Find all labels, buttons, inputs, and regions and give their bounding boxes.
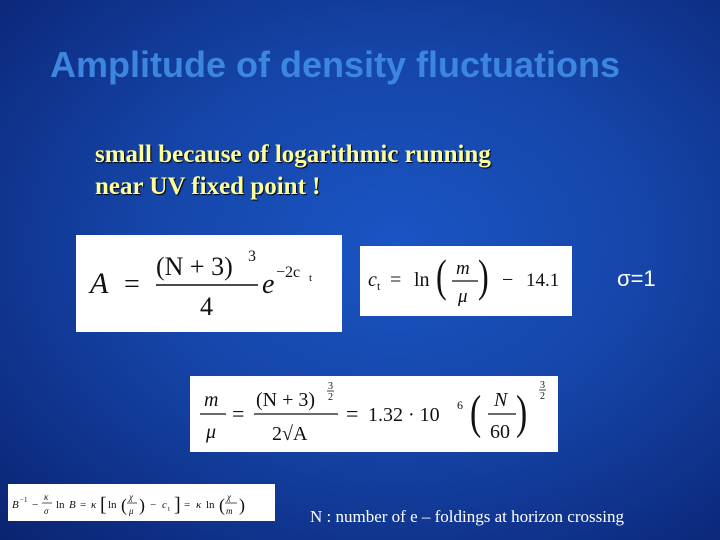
svg-text:[: [ [100, 494, 107, 516]
ct-frac-num: m [456, 258, 470, 279]
svg-text:ln: ln [56, 499, 65, 511]
ratio-coef: 1.32 · 10 [368, 404, 440, 426]
subtitle-line-2: near UV fixed point ! [95, 173, 321, 200]
svg-text:κ: κ [44, 492, 49, 502]
svg-text:χ: χ [227, 492, 231, 502]
svg-text:=: = [346, 401, 359, 426]
svg-text:): ) [478, 250, 489, 302]
ratio-rhs1-den: 2√A [272, 423, 308, 445]
svg-text:=: = [80, 499, 87, 511]
amplitude-numerator-exp: 3 [248, 248, 256, 265]
svg-text:m: m [226, 506, 233, 516]
ratio-lhs-den: μ [206, 421, 217, 443]
svg-text:B: B [69, 499, 76, 511]
amplitude-factor: e [262, 269, 275, 300]
svg-text:B: B [12, 499, 19, 511]
svg-text:(: ( [121, 495, 127, 515]
amplitude-factor-exp-sub: t [309, 272, 313, 284]
ratio-paren-exp-den: 2 [540, 391, 545, 402]
amplitude-denominator: 4 [200, 292, 213, 321]
svg-text:(: ( [219, 495, 225, 515]
svg-text:ln: ln [108, 499, 117, 511]
svg-text:κ: κ [196, 499, 202, 511]
sigma-label: σ=1 [617, 266, 656, 291]
svg-text:): ) [239, 495, 245, 515]
ratio-paren-num: N [494, 389, 508, 411]
amplitude-equation [76, 235, 342, 332]
svg-text:=: = [124, 269, 140, 300]
ct-equation [360, 246, 572, 316]
ct-lhs: c [368, 269, 377, 291]
ct-ln: ln [414, 269, 430, 291]
svg-text:=: = [232, 401, 245, 426]
amplitude-numerator: (N + 3) [156, 252, 233, 281]
ratio-lhs-num: m [204, 389, 219, 411]
svg-text:ln: ln [206, 499, 215, 511]
svg-text:−: − [150, 499, 157, 511]
ratio-paren-den: 60 [490, 421, 510, 443]
ratio-rhs1-num: (N + 3) [256, 389, 316, 411]
svg-text:μ: μ [129, 506, 134, 516]
svg-text:κ: κ [91, 499, 97, 511]
ratio-rhs1-exp-num: 3 [328, 381, 333, 392]
svg-text:=: = [184, 499, 191, 511]
svg-text:): ) [516, 385, 528, 439]
svg-text:−: − [32, 499, 39, 511]
svg-text:σ: σ [44, 506, 49, 516]
svg-text:): ) [139, 495, 145, 515]
amplitude-factor-exp: −2c [276, 264, 301, 281]
svg-text:χ: χ [129, 492, 133, 502]
ratio-rhs1-exp-den: 2 [328, 392, 333, 403]
svg-text:(: ( [436, 250, 447, 302]
ratio-paren-exp-num: 3 [540, 380, 545, 391]
note-text: N : number of e – foldings at horizon crossing [310, 507, 624, 526]
svg-text:]: ] [174, 494, 181, 516]
svg-text:(: ( [470, 385, 482, 439]
svg-text:t: t [168, 505, 170, 513]
slide-subtitle [95, 139, 655, 203]
ct-frac-den: μ [458, 286, 468, 307]
svg-text:−1: −1 [20, 496, 28, 504]
amplitude-lhs: A [90, 267, 109, 300]
slide-title: Amplitude of density fluctuations [50, 44, 621, 85]
svg-text:c: c [162, 499, 167, 511]
ratio-coef-exp: 6 [457, 398, 463, 412]
svg-text:−: − [502, 269, 514, 291]
ratio-equation [190, 376, 558, 452]
ct-constant: 14.1 [526, 270, 560, 291]
subtitle-line-1: small because of logarithmic running [95, 141, 491, 168]
ct-lhs-sub: t [377, 279, 381, 293]
svg-text:=: = [390, 269, 402, 291]
beta-equation [8, 484, 275, 521]
